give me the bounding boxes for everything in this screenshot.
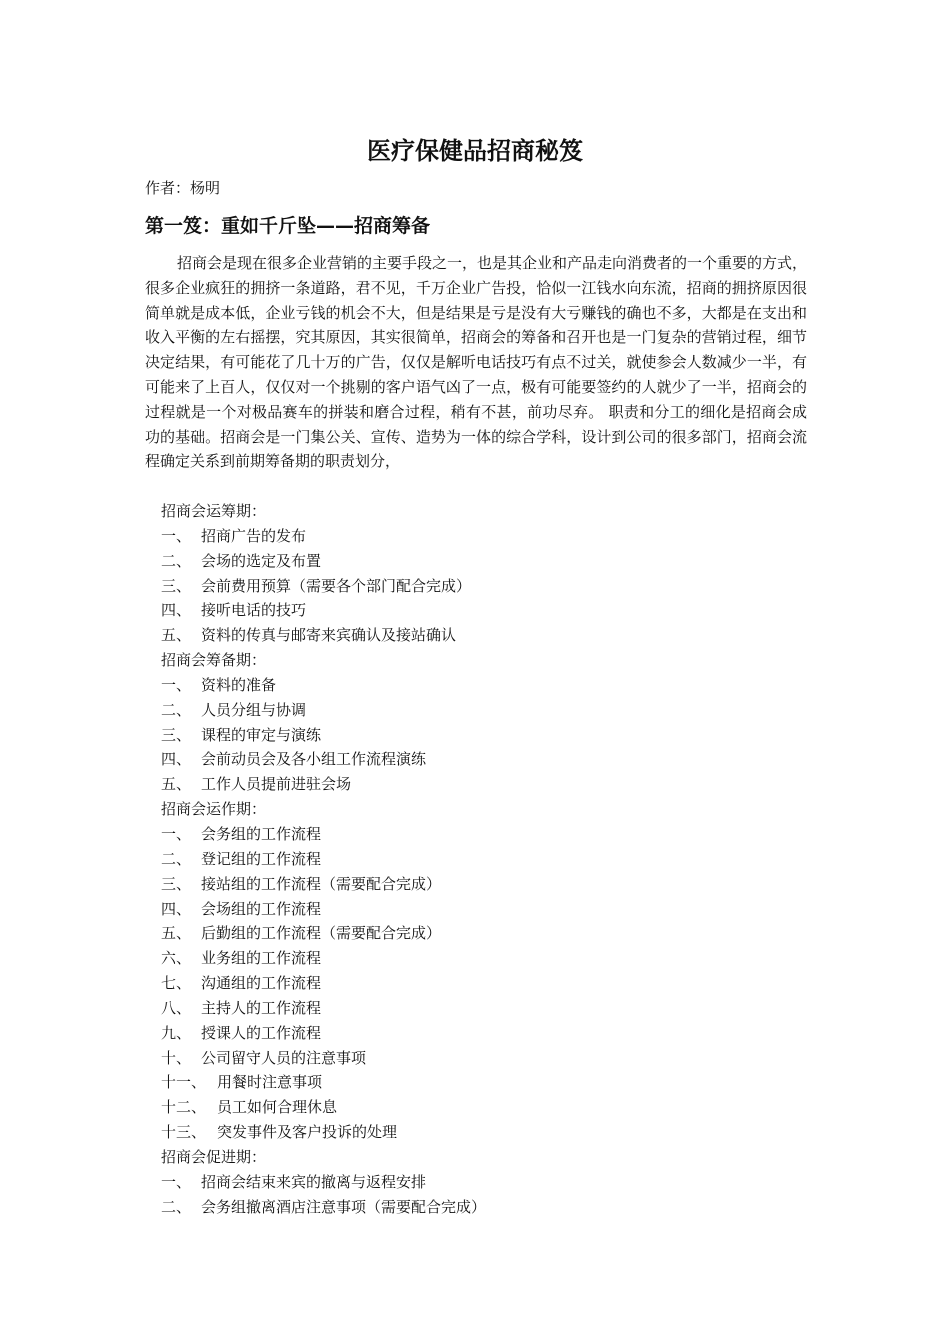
outline-list: [145, 499, 807, 1219]
item-text: 资料的传真与邮寄来宾确认及接站确认: [201, 626, 457, 645]
item-text: 招商会结束来宾的撤离与返程安排: [201, 1172, 427, 1191]
item-number: 八、: [161, 998, 192, 1017]
item-number: 一、: [161, 1172, 192, 1191]
item-text: 接听电话的技巧: [201, 601, 307, 620]
list-item: [145, 847, 807, 872]
list-item: [145, 1170, 807, 1195]
list-item: [145, 524, 807, 549]
item-number: 二、: [161, 849, 192, 868]
list-item: [145, 1046, 807, 1071]
list-item: [145, 1070, 807, 1095]
item-number: 二、: [161, 551, 192, 570]
item-text: 工作人员提前进驻会场: [201, 775, 352, 794]
item-number: 九、: [161, 1023, 192, 1042]
item-number: 十、: [161, 1048, 192, 1067]
item-number: 三、: [161, 874, 192, 893]
item-number: 三、: [161, 725, 192, 744]
item-text: 用餐时注意事项: [217, 1073, 323, 1092]
item-text: 课程的审定与演练: [201, 725, 322, 744]
list-item: [145, 574, 807, 599]
item-number: 五、: [161, 775, 192, 794]
item-text: 会务组撤离酒店注意事项（需要配合完成）: [201, 1197, 487, 1216]
item-text: 沟通组的工作流程: [201, 974, 322, 993]
item-text: 人员分组与协调: [201, 700, 307, 719]
item-number: 二、: [161, 1197, 192, 1216]
item-number: 一、: [161, 526, 192, 545]
document-title: 医疗保健品招商秘笈: [367, 136, 583, 165]
list-item: [145, 822, 807, 847]
item-text: 会务组的工作流程: [201, 824, 322, 843]
item-text: 接站组的工作流程（需要配合完成）: [201, 874, 442, 893]
item-text: 会场的选定及布置: [201, 551, 322, 570]
item-text: 会前费用预算（需要各个部门配合完成）: [201, 576, 472, 595]
item-number: 十一、: [161, 1073, 207, 1092]
intro-paragraph: 招商会是现在很多企业营销的主要手段之一，也是其企业和产品走向消费者的一个重要的方式，很多企业疯狂的拥挤一条道路，君不见，千万企业广告投，恰似一江钱水向东流，招商的拥挤原因很简单就是成本低，企业亏钱的机会不大，但是结果是亏是没有大亏赚钱的确也不多，大都是在支出和收入平衡的左右摇摆，究其原因，其实很简单，招商会的筹备和召开也是一门复杂的营销过程，细节决定结果，有可能花了几十万的广告，仅仅是解听电话技巧有点不过关，就使参会人数减少一半，有可能来了上百人，仅仅对一个挑剔的客户语气凶了一点，极有可能要签约的人就少了一半，招商会的过程就是一个对极品赛车的拼装和磨合过程，稍有不甚，前功尽弃。 职责和分工的细化是招商会成功的基础。招商会是一门集公关、宣传、造势为一体的综合学科，设计到公司的很多部门，招商会流程确定关系到前期筹备期的职责划分，: [145, 254, 808, 471]
item-text: 业务组的工作流程: [201, 949, 322, 968]
phase-label: 招商会筹备期：: [161, 651, 267, 670]
item-text: 资料的准备: [201, 675, 277, 694]
item-text: 主持人的工作流程: [201, 998, 322, 1017]
item-number: 十二、: [161, 1098, 207, 1117]
item-text: 授课人的工作流程: [201, 1023, 322, 1042]
phase-label: 招商会运作期：: [161, 800, 267, 819]
list-item: [145, 747, 807, 772]
list-item: [145, 946, 807, 971]
list-item: [145, 872, 807, 897]
list-item: [145, 1095, 807, 1120]
list-item: [145, 1120, 807, 1145]
author-line: 作者：杨明: [145, 179, 221, 197]
list-item: [145, 698, 807, 723]
item-number: 四、: [161, 601, 192, 620]
item-number: 二、: [161, 700, 192, 719]
item-number: 七、: [161, 974, 192, 993]
list-item: [145, 623, 807, 648]
item-text: 会前动员会及各小组工作流程演练: [201, 750, 427, 769]
list-item: [145, 971, 807, 996]
item-number: 五、: [161, 626, 192, 645]
item-number: 六、: [161, 949, 192, 968]
list-item: [145, 897, 807, 922]
item-number: 十三、: [161, 1123, 207, 1142]
item-number: 一、: [161, 824, 192, 843]
list-item: [145, 723, 807, 748]
item-text: 员工如何合理休息: [217, 1098, 338, 1117]
list-item: [145, 772, 807, 797]
item-number: 三、: [161, 576, 192, 595]
item-text: 登记组的工作流程: [201, 849, 322, 868]
item-text: 招商广告的发布: [201, 526, 307, 545]
phase-label: 招商会促进期：: [161, 1147, 267, 1166]
list-item: [145, 996, 807, 1021]
list-item: [145, 673, 807, 698]
item-text: 会场组的工作流程: [201, 899, 322, 918]
item-text: 突发事件及客户投诉的处理: [217, 1123, 398, 1142]
phase-label: 招商会运筹期：: [161, 502, 267, 520]
list-item: [145, 1195, 807, 1220]
item-number: 一、: [161, 675, 192, 694]
item-text: 公司留守人员的注意事项: [201, 1048, 367, 1067]
item-number: 四、: [161, 750, 192, 769]
item-number: 四、: [161, 899, 192, 918]
list-item: [145, 921, 807, 946]
list-item: [145, 549, 807, 574]
list-item: [145, 1021, 807, 1046]
list-item: [145, 598, 807, 623]
item-text: 后勤组的工作流程（需要配合完成）: [201, 924, 442, 943]
item-number: 五、: [161, 924, 192, 943]
section-heading: 第一笈：重如千斤坠——招商筹备: [145, 215, 431, 237]
